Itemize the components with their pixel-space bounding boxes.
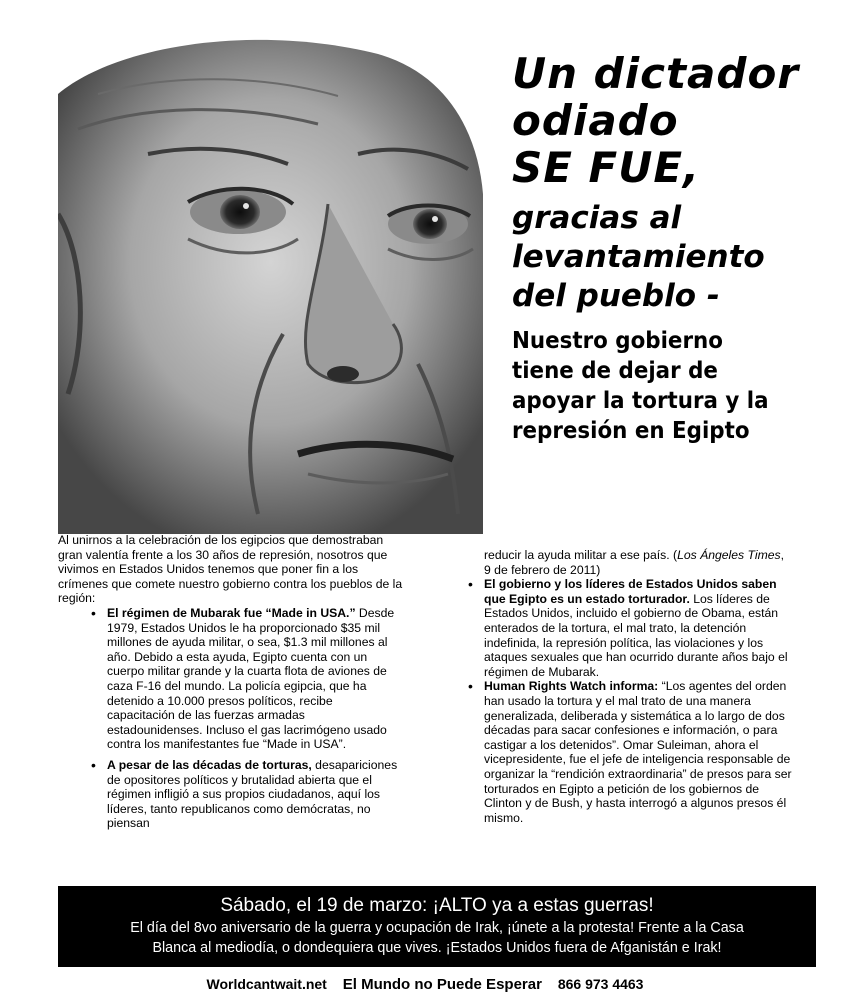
org-name: El Mundo no Puede Esperar [342,976,542,993]
headline-line: odiado [512,96,679,145]
bullet-lead: A pesar de las décadas de torturas, [107,757,312,772]
website-link[interactable]: Worldcantwait.net [206,976,327,992]
bullet-text: Desde 1979, Estados Unidos le ha proporcionado $35 mil millones de ayuda militar, o sea, $1.3 mil millones al año. Debido a esta ayuda, Egipto cuenta con un cuerpo militar grande y la cuarta flota de aviones de caza F-16 del mundo. La policía egipcia, que ha detenido a 10.000 presos políticos, recibe capacitación de las fuerzas armadas estadounidenses. Incluso el gas lacrimógeno usado contra los manifestantes fue “Made in USA”. [107,605,395,752]
bullet-text: “Los agentes del orden han usado la tortura y el mal trato de una manera generalizada, deliberada y sistemática a lo largo de dos décadas para sacar confesiones e información, o para castigar a los detenidos”. Omar Suleiman, ahora el vicepresidente, fue el jefe de inteligencia responsable de organizar la “rendición extraordinaria” de presos para ser torturados en Egipto a petición de los gobiernos de Clinton y de Bush, y hasta interrogó a algunos presos él mismo. [484,679,792,825]
banner-text: El día del 8vo aniversario de la guerra y ocupación de Irak, ¡únete a la protesta! Frente a la Casa [130,920,744,936]
bullet-item [462,679,792,825]
headline-line: del pueblo - [512,278,720,314]
bullet-text: desapariciones de opositores políticos y brutalidad abierta que el régimen infligió a sus propios ciudadanos, aquí los líderes, tanto republicanos como demócratas, no piensan [107,757,398,831]
headline-line: SE FUE, [512,143,701,192]
headline-line: Un dictador [512,49,800,98]
headline [512,50,842,446]
subheadline-line: tiene de dejar de [512,358,718,384]
event-banner [58,886,816,967]
source-citation: Los Ángeles Times [677,548,781,562]
bullet-item [462,577,792,679]
bullet-lead: El gobierno y los líderes de Estados Unidos saben que Egipto es un estado torturador. [484,577,777,606]
footer [0,974,850,995]
headline-line: gracias al [512,200,682,236]
continuation-text: reducir la ayuda militar a ese país. ( [484,548,678,562]
headline-line: levantamiento [512,239,765,275]
intro-paragraph: Al unirnos a la celebración de los egipcios que demostraban gran valentía frente a los 30 años de represión, nosotros que vivimos en Estados Unidos tenemos que poner fin a los crímenes que comete nuestro gobierno contra los pueblos de la región: [58,533,403,606]
bullet-lead: Human Rights Watch informa: [484,679,659,694]
banner-title: Sábado, el 19 de marzo: ¡ALTO ya a estas guerras! [220,895,654,916]
bullet-lead: El régimen de Mubarak fue “Made in USA.” [107,605,356,620]
subheadline-line: apoyar la tortura y la [512,388,769,414]
bullet-list [462,577,792,825]
banner-text: Blanca al mediodía, o dondequiera que vives. ¡Estados Unidos fuera de Afganistán e Irak! [152,940,722,956]
subheadline-line: represión en Egipto [512,418,750,444]
portrait-photo [58,34,483,534]
continuation-paragraph [462,548,792,577]
phone-number: 866 973 4463 [557,976,644,992]
bullet-list [58,606,403,831]
continuation-text: , 9 de febrero de 2011) [484,548,784,577]
subheadline-line: Nuestro gobierno [512,328,723,354]
bullet-text: Los líderes de Estados Unidos, incluido el gobierno de Obama, están enterados de la tortura, el mal trato, la detención indefinida, la represión política, las violaciones y los ataques sexuales que han ocurrido durante años bajo el régimen de Mubarak. [484,591,788,679]
bullet-item [85,758,403,831]
left-column [58,533,403,831]
bullet-item [85,606,403,752]
right-column [462,548,792,825]
